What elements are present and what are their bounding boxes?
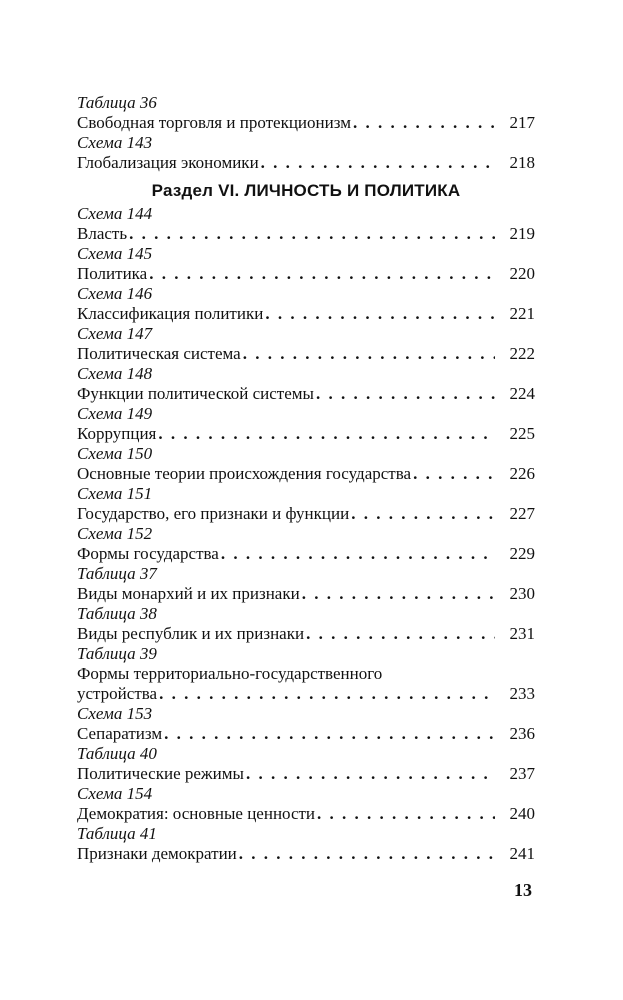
entry-title: Демократия: основные ценности [77,804,316,823]
toc-entry [77,444,535,484]
entry-page-number: 231 [509,624,535,643]
toc-row[interactable] [77,344,535,364]
toc-row[interactable] [77,804,535,824]
toc-entry [77,564,535,604]
entry-page-number: 222 [509,344,535,363]
toc-row[interactable] [77,624,535,644]
entry-title: Виды республик и их признаки [77,624,305,643]
dot-leader [351,504,495,524]
dot-leader [246,764,495,784]
entry-title: Классификация политики [77,304,264,323]
entry-label: Схема 154 [77,784,153,803]
toc-entry [77,484,535,524]
toc-row[interactable] [77,264,535,284]
entry-page-number: 219 [509,224,535,243]
entry-title: Сепаратизм [77,724,163,743]
entry-page-number: 218 [509,153,535,172]
toc-entry [77,824,535,864]
entry-title: Основные теории происхождения государства [77,464,412,483]
dot-leader [149,264,495,284]
toc-row[interactable] [77,424,535,444]
entry-page-number: 237 [509,764,535,783]
entry-title: устройства [77,684,158,703]
toc-row[interactable] [77,224,535,244]
dot-leader [317,804,495,824]
dot-leader [413,464,495,484]
entry-label: Схема 150 [77,444,153,463]
entry-page-number: 217 [509,113,535,132]
toc-row[interactable] [77,544,535,564]
entry-label: Схема 153 [77,704,153,723]
entry-label: Схема 144 [77,204,153,223]
entry-label: Таблица 39 [77,644,157,663]
toc-row[interactable] [77,304,535,324]
entry-page-number: 241 [509,844,535,863]
toc-entry [77,604,535,644]
toc-entry [77,244,535,284]
toc-entry [77,784,535,824]
entry-page-number: 227 [509,504,535,523]
entry-title: Государство, его признаки и функции [77,504,350,523]
toc-entry [77,324,535,364]
entry-page-number: 240 [509,804,535,823]
entry-title: Функции политической системы [77,384,314,403]
entry-page-number: 225 [509,424,535,443]
toc-row[interactable] [77,504,535,524]
dot-leader [243,344,495,364]
toc-row[interactable] [77,764,535,784]
entry-label: Таблица 37 [77,564,157,583]
entry-page-number: 226 [509,464,535,483]
dot-leader [221,544,495,564]
dot-leader [306,624,495,644]
entry-page-number: 221 [509,304,535,323]
dot-leader [159,684,495,704]
section-heading: Раздел VI. ЛИЧНОСТЬ И ПОЛИТИКА [151,181,461,200]
toc-row[interactable] [77,384,535,404]
entry-title: Признаки демократии [77,844,237,863]
dot-leader [353,113,495,133]
toc-entry [77,524,535,564]
entry-page-number: 233 [509,684,535,703]
toc-row[interactable] [77,464,535,484]
dot-leader [302,584,495,604]
table-of-contents [77,93,535,864]
dot-leader [239,844,495,864]
entry-title: Глобализация экономики [77,153,259,172]
entry-label: Схема 152 [77,524,153,543]
entry-label: Таблица 36 [77,93,157,112]
dot-leader [129,224,495,244]
dot-leader [164,724,495,744]
dot-leader [261,153,495,173]
toc-entry [77,644,535,704]
toc-row[interactable] [77,153,535,173]
entry-title: Политические режимы [77,764,244,783]
toc-row[interactable] [77,113,535,133]
entry-label: Таблица 41 [77,824,157,843]
entry-page-number: 236 [509,724,535,743]
toc-entry [77,404,535,444]
dot-leader [316,384,495,404]
toc-entry [77,364,535,404]
entry-title: Виды монархий и их признаки [77,584,300,603]
dot-leader [158,424,495,444]
toc-entry [77,204,535,244]
entry-page-number: 224 [509,384,535,403]
toc-row[interactable] [77,684,535,704]
entry-label: Таблица 38 [77,604,157,623]
toc-entry [77,704,535,744]
entry-title: Политика [77,264,148,283]
entry-page-number: 230 [509,584,535,603]
toc-entry [77,133,535,173]
entry-label: Схема 149 [77,404,153,423]
entry-title-line1: Формы территориально-государственного [77,664,383,683]
toc-entry [77,284,535,324]
entry-label: Схема 143 [77,133,153,152]
toc-row[interactable] [77,844,535,864]
entry-label: Схема 145 [77,244,153,263]
entry-title: Свободная торговля и протекционизм [77,113,351,132]
toc-row[interactable] [77,724,535,744]
entry-title: Формы государства [77,544,219,563]
entry-label: Схема 151 [77,484,153,503]
toc-entry [77,93,535,133]
entry-page-number: 220 [509,264,535,283]
entry-label: Схема 147 [77,324,153,343]
page-number: 13 [514,880,532,900]
entry-title: Власть [77,224,128,243]
entry-label: Таблица 40 [77,744,157,763]
entry-label: Схема 146 [77,284,153,303]
dot-leader [265,304,495,324]
toc-entry [77,744,535,784]
entry-label: Схема 148 [77,364,153,383]
entry-title: Политическая система [77,344,241,363]
entry-title: Коррупция [77,424,157,443]
toc-row[interactable] [77,584,535,604]
entry-page-number: 229 [509,544,535,563]
